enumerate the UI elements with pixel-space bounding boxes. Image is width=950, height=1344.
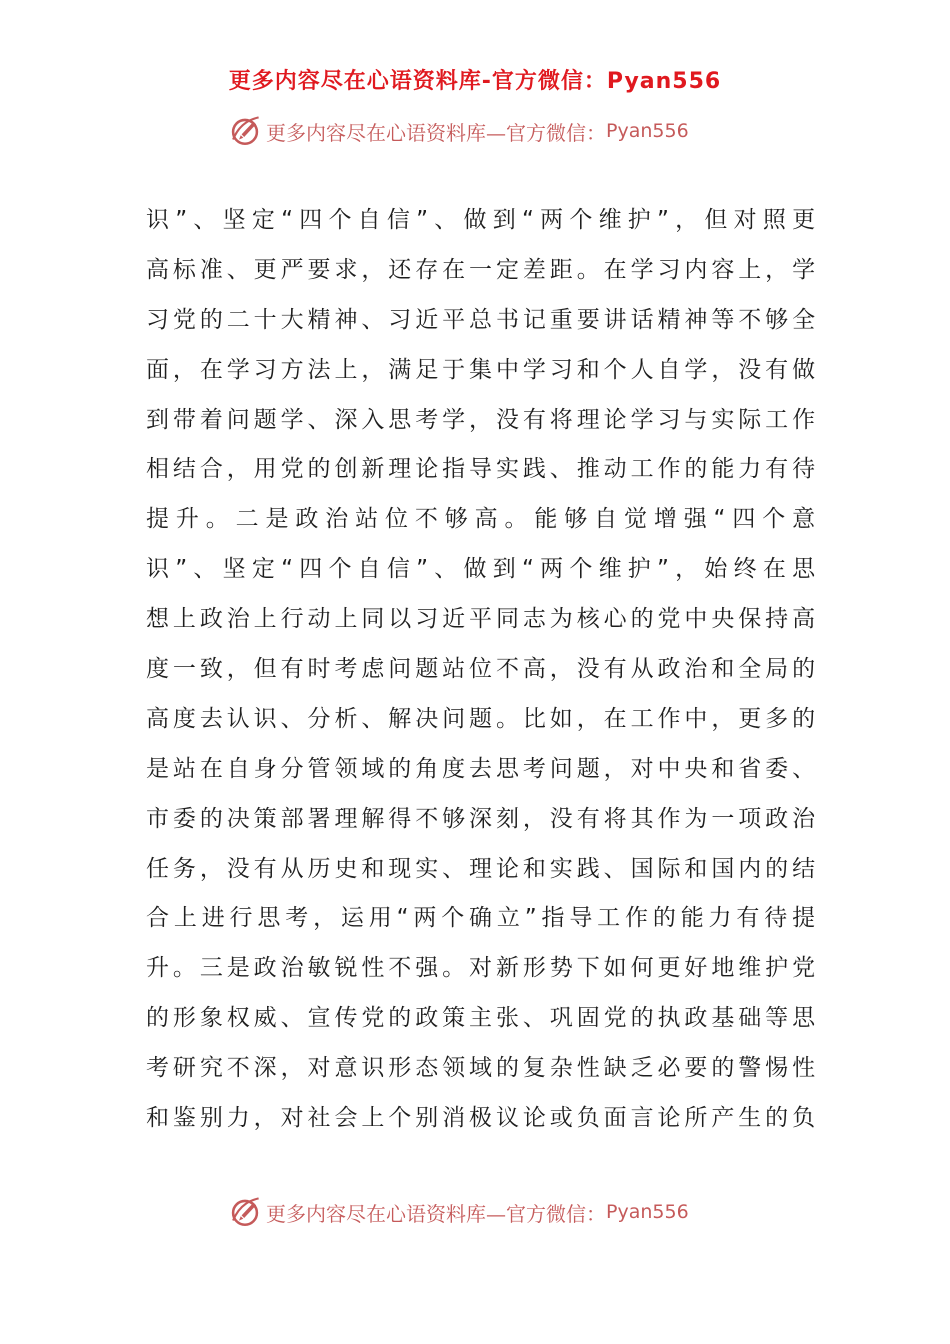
text-line: 是站在自身分管领域的角度去思考问题，对中央和省委、: [146, 755, 816, 782]
watermark-id: Pyan556: [606, 1201, 689, 1223]
watermark-header-top: [228, 113, 748, 149]
text-line: 和鉴别力，对社会上个别消极议论或负面言论所产生的负: [146, 1105, 816, 1132]
text-line: 高度去认识、分析、解决问题。比如，在工作中，更多的: [146, 705, 816, 732]
text-line: 市委的决策部署理解得不够深刻，没有将其作为一项政治: [146, 805, 816, 832]
watermark-text: 更多内容尽在心语资料库—官方微信：: [266, 120, 606, 145]
pen-logo-icon: [228, 1195, 262, 1229]
text-line: 度一致，但有时考虑问题站位不高，没有从政治和全局的: [146, 656, 816, 683]
text-line: 合上进行思考，运用“两个确立”指导工作的能力有待提: [146, 905, 816, 932]
text-line: 任务，没有从历史和现实、理论和实践、国际和国内的结: [146, 855, 816, 882]
text-line: 想上政治上行动上同以习近平同志为核心的党中央保持高: [146, 606, 816, 633]
top-banner: 更多内容尽在心语资料库-官方微信：Pyan556: [228, 69, 722, 94]
watermark-footer: [228, 1194, 748, 1230]
document-body: [146, 196, 816, 1144]
text-line: 识”、坚定“四个自信”、做到“两个维护”，始终在思: [146, 556, 816, 583]
text-line: 升。三是政治敏锐性不强。对新形势下如何更好地维护党: [146, 955, 816, 982]
text-line: 习党的二十大精神、习近平总书记重要讲话精神等不够全: [146, 306, 816, 333]
text-line: 识”、坚定“四个自信”、做到“两个维护”，但对照更: [146, 207, 816, 233]
watermark-text: 更多内容尽在心语资料库—官方微信：: [266, 1201, 606, 1226]
watermark-id: Pyan556: [606, 120, 689, 142]
pen-logo-icon: [228, 114, 262, 148]
text-line: 相结合，用党的创新理论指导实践、推动工作的能力有待: [146, 456, 816, 483]
text-line: 到带着问题学、深入思考学，没有将理论学习与实际工作: [146, 406, 816, 433]
text-line: 高标准、更严要求，还存在一定差距。在学习内容上，学: [146, 256, 816, 283]
text-line: 面，在学习方法上，满足于集中学习和个人自学，没有做: [146, 356, 816, 383]
text-line: 考研究不深，对意识形态领域的复杂性缺乏必要的警惕性: [146, 1055, 816, 1082]
text-line: 的形象权威、宣传党的政策主张、巩固党的执政基础等思: [146, 1005, 816, 1032]
text-line: 提升。二是政治站位不够高。能够自觉增强“四个意: [146, 506, 816, 533]
